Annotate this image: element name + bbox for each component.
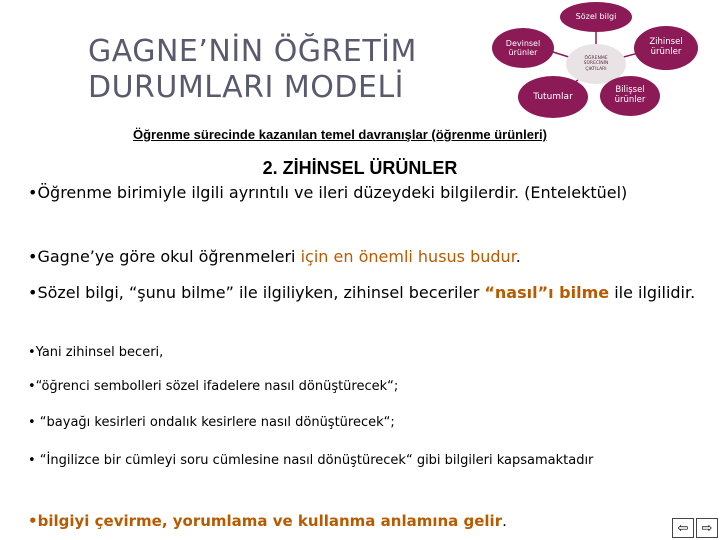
- arrow-left-icon: ⇦: [677, 520, 689, 536]
- section-heading: 2. ZİHİNSEL ÜRÜNLER: [262, 158, 458, 178]
- arrow-right-icon: ⇨: [701, 520, 713, 536]
- node-devinsel-urunler: Devinsel ürünler: [492, 28, 554, 68]
- sub-bullet-4: • “İngilizce bir cümleyi soru cümlesine nasıl dönüştürecek“ gibi bilgileri kapsamaktadır: [28, 453, 594, 468]
- bullet-comparison: •Sözel bilgi, “şunu bilme” ile ilgiliyken, zihinsel beceriler “nasıl”ı bilme ile ilgilidir.: [28, 283, 696, 302]
- node-zihinsel-urunler: Zihinsel ürünler: [634, 26, 698, 70]
- next-slide-button[interactable]: [696, 518, 718, 538]
- previous-slide-button[interactable]: [672, 518, 694, 538]
- slide-title-line-1: GAGNE’NİN ÖĞRETİM: [88, 34, 417, 69]
- sub-bullet-1: •Yani zihinsel beceri,: [28, 345, 164, 360]
- sub-bullet-3: • “bayağı kesirleri ondalık kesirlere nasıl dönüştürecek“;: [28, 415, 395, 430]
- bullet-definition: •Öğrenme birimiyle ilgili ayrıntılı ve ileri düzeydeki bilgilerdir. (Entelektüel): [28, 183, 628, 202]
- final-bullet-highlight: •bilgiyi çevirme, yorumlama ve kullanma anlamına gelir: [28, 512, 503, 530]
- node-bilissel-urunler: Bilişsel ürünler: [600, 76, 660, 116]
- slide-title-line-2: DURUMLARI MODELİ: [88, 70, 405, 105]
- final-bullet: •bilgiyi çevirme, yorumlama ve kullanma anlamına gelir.: [28, 512, 507, 530]
- node-sozel-bilgi: Sözel bilgi: [560, 2, 632, 32]
- diagram-caption: Öğrenme sürecinde kazanılan temel davranışlar (öğrenme ürünleri): [133, 127, 547, 142]
- node-center-ogrenme-cikti: ÖĞRENME SÜRECİNİN ÇIKTILARI: [566, 44, 626, 84]
- bullet-importance: •Gagne’ye göre okul öğrenmeleri için en önemli husus budur.: [28, 247, 521, 266]
- node-tutumlar: Tutumlar: [518, 76, 588, 118]
- bullet-comparison-highlight: “nasıl”ı bilme: [484, 283, 610, 302]
- sub-bullet-2: •“öğrenci sembolleri sözel ifadelere nasıl dönüştürecek“;: [28, 379, 399, 394]
- bullet-importance-highlight: için en önemli husus budur: [300, 247, 516, 266]
- learning-outcomes-diagram: [0, 0, 720, 130]
